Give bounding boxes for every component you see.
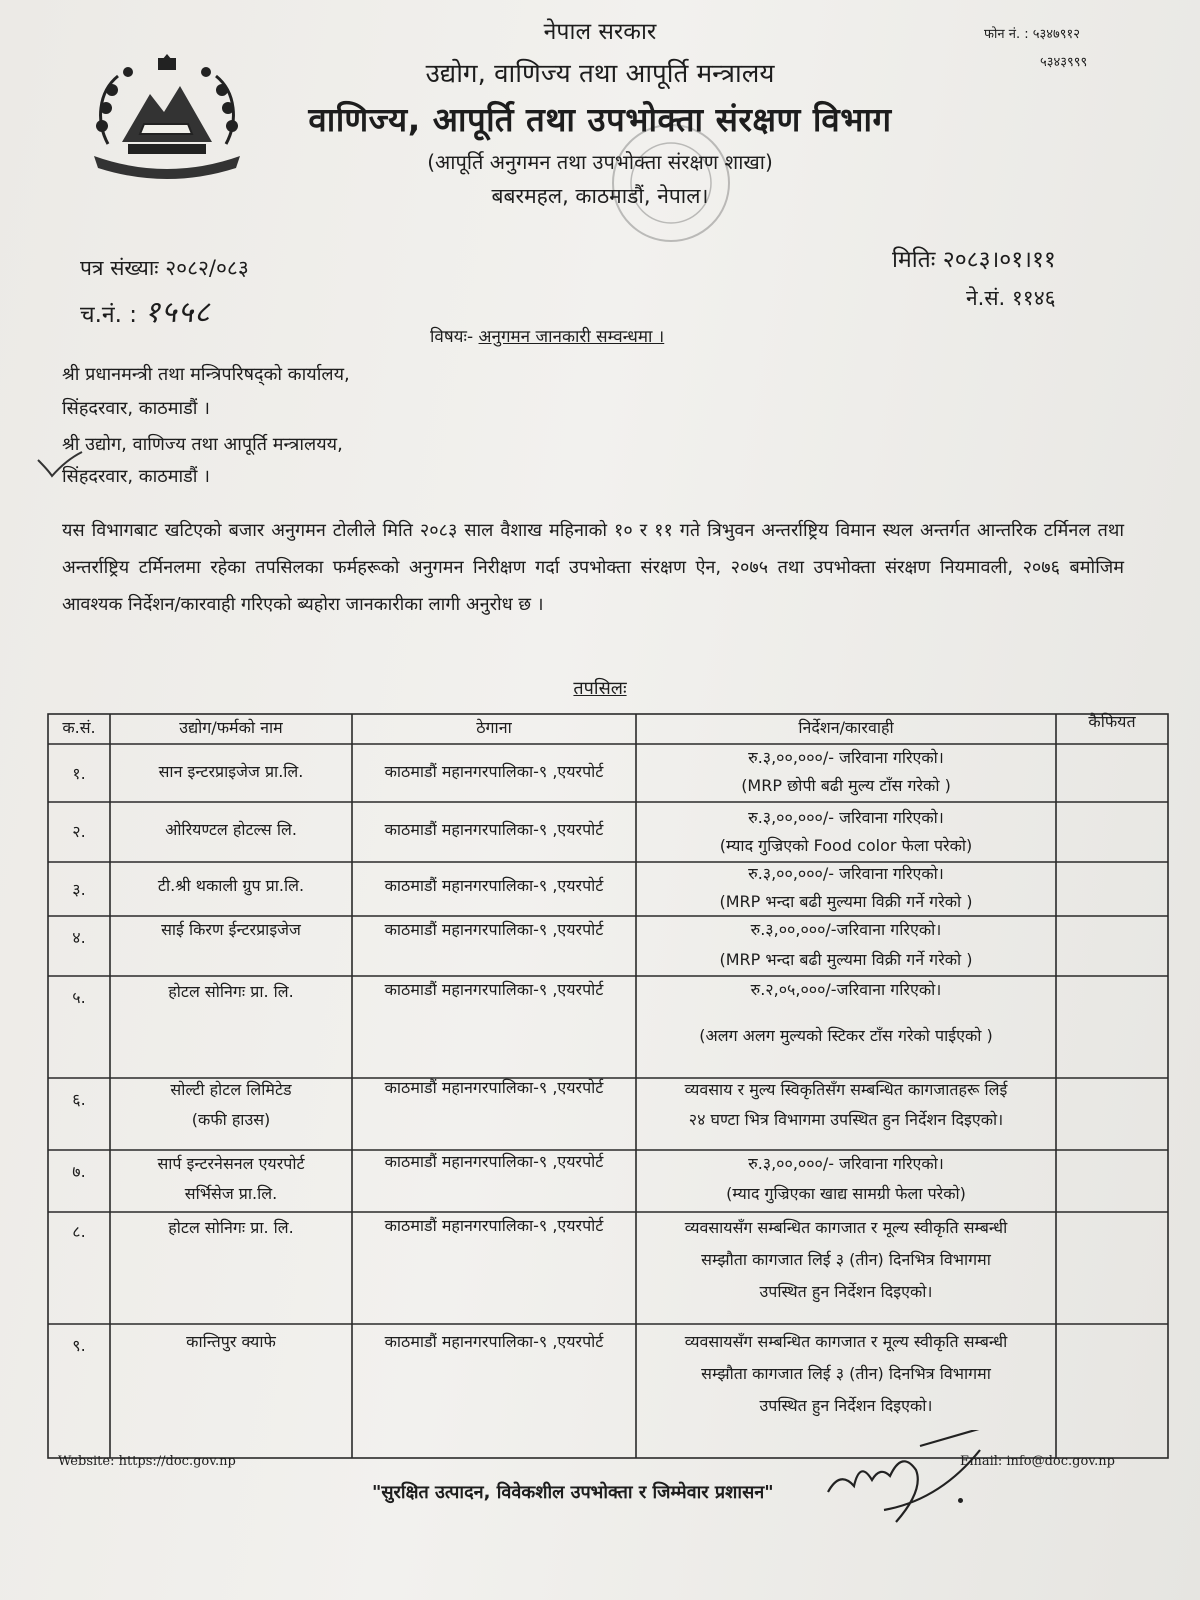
footer-slogan: "सुरक्षित उत्पादन, विवेकशील उपभोक्ता र जिम्मेवार प्रशासन" xyxy=(372,1482,774,1503)
table-row-7-name-1: सार्प इन्टरनेसनल एयरपोर्ट xyxy=(157,1154,305,1173)
table-row-6-action-1: व्यवसाय र मुल्य स्विकृतिसँग सम्बन्धित कागजातहरू लिई xyxy=(684,1080,1008,1099)
table-row-6-address: काठमाडौं महानगरपालिका-९ ,एयरपोर्ट xyxy=(384,1078,604,1097)
table-row-7-sn: ७. xyxy=(72,1162,86,1181)
table-row-1-name: सान इन्टरप्राइजेज प्रा.लि. xyxy=(158,762,304,781)
table-row-7-name-2: सर्भिसेज प्रा.लि. xyxy=(184,1184,278,1203)
table-row-5-sn: ५. xyxy=(72,988,86,1007)
footer-website: Website: https://doc.gov.np xyxy=(58,1454,236,1469)
header-location: बबरमहल, काठमाडौं, नेपाल। xyxy=(491,184,709,208)
table-row-1-action-2: (MRP छोपी बढी मुल्य टाँस गरेको ) xyxy=(741,776,951,795)
table-row-6-name-2: (कफी हाउस) xyxy=(191,1110,271,1129)
table-row-3-sn: ३. xyxy=(72,880,86,899)
table-row-2-name: ओरियण्टल होटल्स लि. xyxy=(165,820,297,839)
addressee-line-4: सिंहदरवार, काठमाडौं । xyxy=(62,466,210,487)
table-row-5-name: होटल सोनिगः प्रा. लि. xyxy=(168,982,294,1001)
table-row-9-address: काठमाडौं महानगरपालिका-९ ,एयरपोर्ट xyxy=(384,1332,604,1351)
letter-date xyxy=(892,242,1056,274)
dispatch-number xyxy=(80,290,211,331)
nepal-sambat-date: ने.सं. ११४६ xyxy=(966,286,1056,310)
table-row-7-address: काठमाडौं महानगरपालिका-९ ,एयरपोर्ट xyxy=(384,1152,604,1171)
letter-body: यस विभागबाट खटिएको बजार अनुगमन टोलीले मिति २०८३ साल वैशाख महिनाको १० र ११ गते त्रिभुवन अन्तर्राष्ट्रिय विमान स्थल अन्तर्गत आन्तरिक टर्मिनल तथा अन्तर्राष्ट्रिय टर्मिनलमा रहेका तपसिलका फर्महरूको अनुगमन निरीक्षण गर्दा उपभोक्ता संरक्षण ऐन, २०७५ तथा उपभोक्ता संरक्षण नियमावली, २०७६ बमोजिम आवश्यक निर्देशन/कारवाही गरिएको ब्यहोरा जानकारीका लागी अनुरोध छ । xyxy=(62,520,1124,615)
table-row-5-action-3: (अलग अलग मुल्यको स्टिकर टाँस गरेको पाईएको ) xyxy=(699,1026,993,1045)
ink-dot xyxy=(958,1498,963,1503)
letter-reference xyxy=(80,254,249,282)
table-row-4-name: साई किरण ईन्टरप्राइजेज xyxy=(161,920,301,939)
table-row-4-sn: ४. xyxy=(72,928,86,947)
table-row-1-sn: १. xyxy=(72,764,86,783)
phone-number-2: ५३४३९९९ xyxy=(1040,55,1088,70)
table-row-9-name: कान्तिपुर क्याफे xyxy=(186,1332,276,1351)
details-heading xyxy=(0,676,1200,700)
col-header-firm: उद्योग/फर्मको नाम xyxy=(179,718,283,737)
table-row-8-name: होटल सोनिगः प्रा. लि. xyxy=(168,1218,294,1237)
chalani-value: १५५८ xyxy=(144,295,211,330)
table-row-2-action-2: (म्याद गुज्रिएको Food color फेला परेको) xyxy=(719,836,973,855)
col-header-remarks: कैफियत xyxy=(1088,712,1136,731)
col-header-address: ठेगाना xyxy=(476,718,512,737)
header-ministry: उद्योग, वाणिज्य तथा आपूर्ति मन्त्रालय xyxy=(425,59,775,89)
table-row-8-action-3: उपस्थित हुन निर्देशन दिइएको। xyxy=(759,1282,933,1301)
table-row-2-address: काठमाडौं महानगरपालिका-९ ,एयरपोर्ट xyxy=(384,820,604,839)
subject-label: विषयः- xyxy=(430,327,474,347)
tick-mark-icon xyxy=(36,450,84,480)
table-row-9-action-1: व्यवसायसँग सम्बन्धित कागजात र मूल्य स्वीकृति सम्बन्धी xyxy=(684,1332,1008,1351)
header-government: नेपाल सरकार xyxy=(543,19,657,45)
inspection-table xyxy=(46,712,1170,1462)
signature-icon xyxy=(820,1430,1010,1540)
ref-label: पत्र संख्याः xyxy=(80,256,159,280)
table-row-4-action-1: रु.३,००,०००/-जरिवाना गरिएको। xyxy=(750,920,942,939)
chalani-label: च.नं. : xyxy=(80,302,138,328)
table-row-2-action-1: रु.३,००,०००/- जरिवाना गरिएको। xyxy=(748,808,944,827)
table-row-3-action-2: (MRP भन्दा बढी मुल्यमा विक्री गर्ने गरेको ) xyxy=(719,892,973,911)
date-label: मितिः xyxy=(892,247,936,273)
table-row-6-name-1: सोल्टी होटल लिमिटेड xyxy=(170,1080,292,1099)
table-row-7-action-1: रु.३,००,०००/- जरिवाना गरिएको। xyxy=(748,1154,944,1173)
table-row-3-action-1: रु.३,००,०००/- जरिवाना गरिएको। xyxy=(748,864,944,883)
footer-email: Email: info@doc.gov.np xyxy=(960,1454,1115,1469)
table-row-7-action-2: (म्याद गुज्रिएका खाद्य सामग्री फेला परेको) xyxy=(726,1184,966,1203)
letter-subject xyxy=(430,324,664,347)
table-row-3-address: काठमाडौं महानगरपालिका-९ ,एयरपोर्ट xyxy=(384,876,604,895)
details-heading-text: तपसिलः xyxy=(573,678,627,699)
ref-value: २०८२/०८३ xyxy=(165,256,249,280)
table-row-1-address: काठमाडौं महानगरपालिका-९ ,एयरपोर्ट xyxy=(384,762,604,781)
table-row-4-address: काठमाडौं महानगरपालिका-९ ,एयरपोर्ट xyxy=(384,920,604,939)
table-row-3-name: टी.श्री थकाली ग्रुप प्रा.लि. xyxy=(157,876,305,895)
table-row-6-action-2: २४ घण्टा भित्र विभागमा उपस्थित हुन निर्देशन दिइएको। xyxy=(688,1110,1004,1129)
table-row-8-sn: ८. xyxy=(72,1222,86,1241)
col-header-action: निर्देशन/कारवाही xyxy=(798,718,894,737)
date-value: २०८३।०१।११ xyxy=(942,247,1056,273)
table-row-1-action-1: रु.३,००,०००/- जरिवाना गरिएको। xyxy=(748,748,944,767)
table-row-6-sn: ६. xyxy=(72,1090,86,1109)
table-row-9-action-2: सम्झौता कागजात लिई ३ (तीन) दिनभित्र विभागमा xyxy=(701,1364,991,1383)
table-row-8-action-2: सम्झौता कागजात लिई ३ (तीन) दिनभित्र विभागमा xyxy=(701,1250,991,1269)
subject-value: अनुगमन जानकारी सम्वन्धमा । xyxy=(478,327,665,347)
table-row-9-action-3: उपस्थित हुन निर्देशन दिइएको। xyxy=(759,1396,933,1415)
table-row-9-sn: ९. xyxy=(72,1336,86,1355)
addressee-line-3: श्री उद्योग, वाणिज्य तथा आपूर्ति मन्त्रालयय, xyxy=(62,434,343,455)
phone-number-1: फोन नं. : ५३४७९१२ xyxy=(984,27,1081,42)
table-row-5-address: काठमाडौं महानगरपालिका-९ ,एयरपोर्ट xyxy=(384,980,604,999)
table-row-4-action-2: (MRP भन्दा बढी मुल्यमा विक्री गर्ने गरेको ) xyxy=(719,950,973,969)
header-branch: (आपूर्ति अनुगमन तथा उपभोक्ता संरक्षण शाखा) xyxy=(427,150,773,174)
addressee-line-1: श्री प्रधानमन्त्री तथा मन्त्रिपरिषद्को कार्यालय, xyxy=(62,364,350,385)
table-row-8-action-1: व्यवसायसँग सम्बन्धित कागजात र मूल्य स्वीकृति सम्बन्धी xyxy=(684,1218,1008,1237)
table-row-8-address: काठमाडौं महानगरपालिका-९ ,एयरपोर्ट xyxy=(384,1216,604,1235)
col-header-sn: क.सं. xyxy=(62,718,96,737)
addressee-line-2: सिंहदरवार, काठमाडौं । xyxy=(62,398,210,419)
table-row-2-sn: २. xyxy=(72,822,86,841)
header-department: वाणिज्य, आपूर्ति तथा उपभोक्ता संरक्षण विभाग xyxy=(308,100,892,139)
table-row-5-action-1: रु.२,०५,०००/-जरिवाना गरिएको। xyxy=(750,980,942,999)
